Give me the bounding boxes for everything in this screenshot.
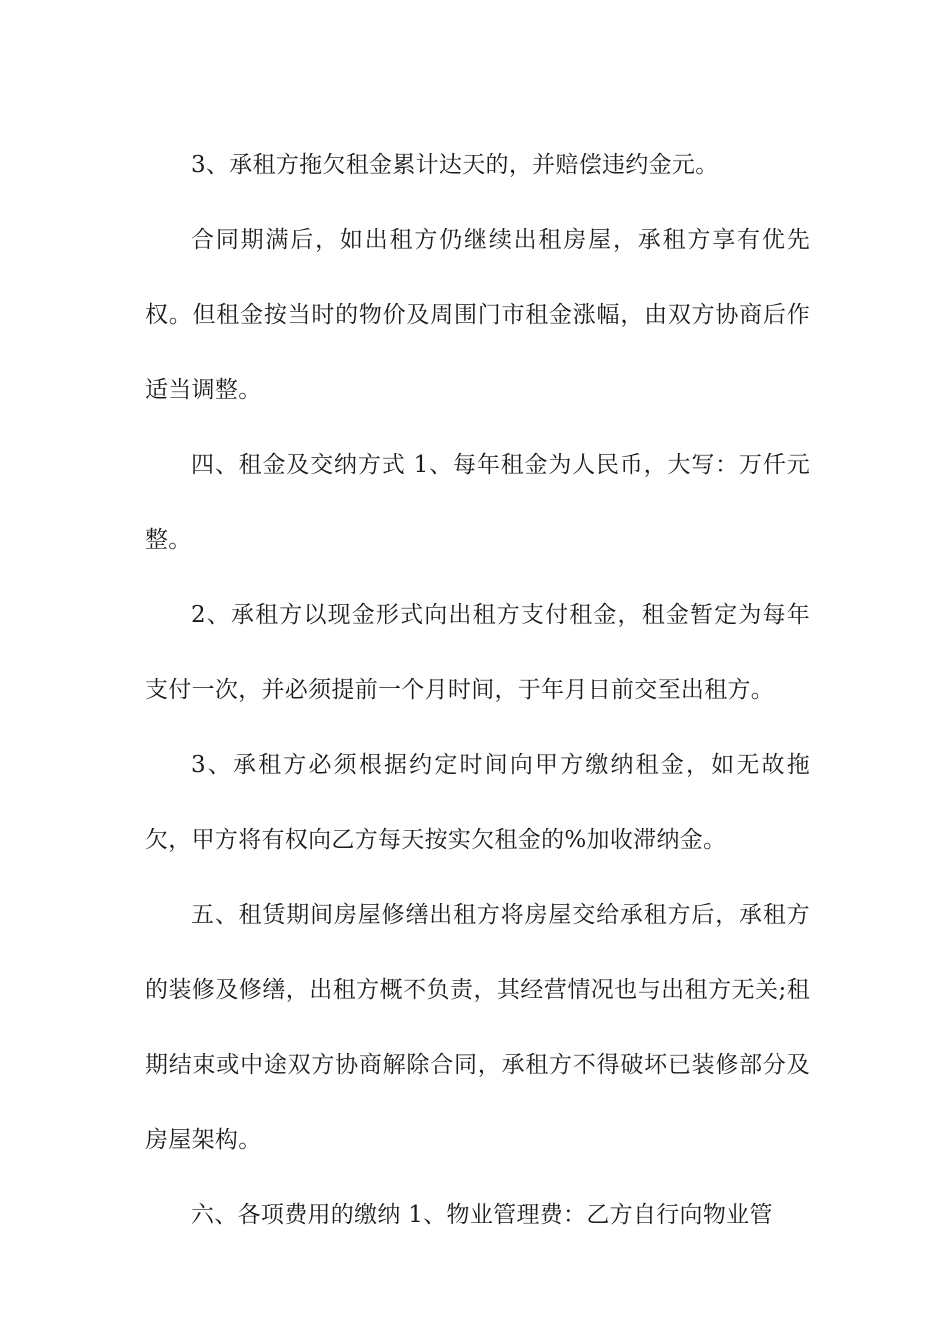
paragraph-payment-method: 2、承租方以现金形式向出租方支付租金，租金暂定为每年支付一次，并必须提前一个月时间，于年月日前交至出租方。: [145, 602, 810, 703]
paragraph-renewal: 合同期满后，如出租方仍继续出租房屋，承租方享有优先权。但租金按当时的物价及周围门市租金涨幅，由双方协商后作适当调整。: [145, 227, 810, 403]
paragraph-repairs: 五、租赁期间房屋修缮出租方将房屋交给承租方后，承租方的装修及修缮，出租方概不负责，其经营情况也与出租方无关;租期结束或中途双方协商解除合同，承租方不得破坏已装修部分及房屋架构。: [145, 902, 810, 1153]
paragraph-penalty: 3、承租方拖欠租金累计达天的，并赔偿违约金元。: [191, 152, 719, 178]
paragraph-late-fee: 3、承租方必须根据约定时间向甲方缴纳租金，如无故拖欠，甲方将有权向乙方每天按实欠租金的%加收滞纳金。: [145, 752, 810, 853]
paragraph-fees: 六、各项费用的缴纳 1、物业管理费：乙方自行向物业管: [191, 1202, 773, 1228]
paragraph-rent-amount: 四、租金及交纳方式 1、每年租金为人民币，大写：万仟元整。: [145, 452, 810, 553]
document-body: [145, 128, 810, 1253]
